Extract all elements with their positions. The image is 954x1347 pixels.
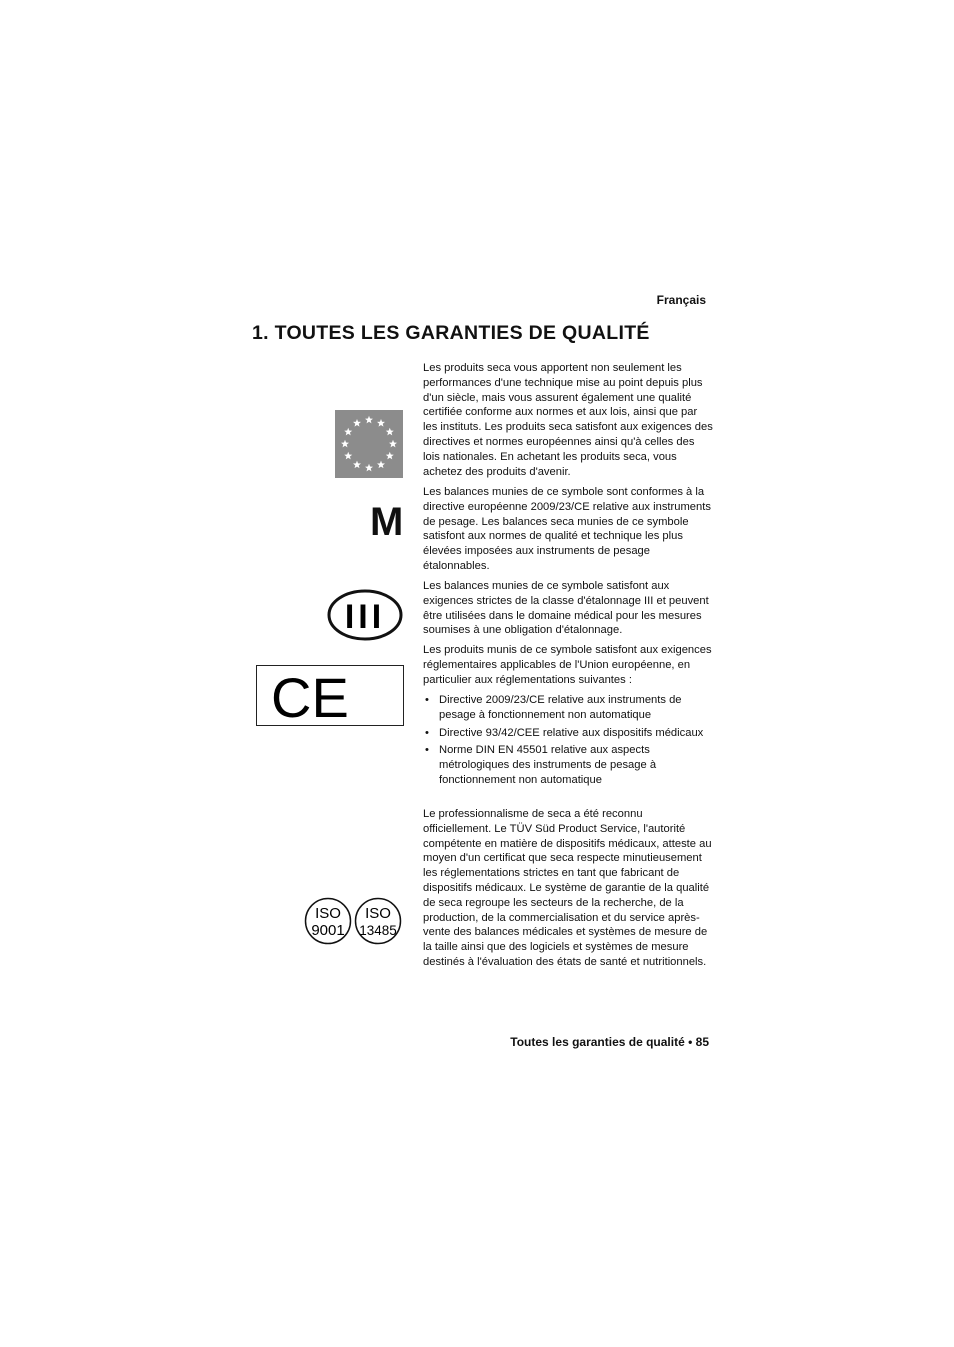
class-iii-text: Les balances munies de ce symbole satisfont aux exigences strictes de la classe d'étalonnage III et peuvent être utilisées dans le domaine médical pour les mesures soumises à une obligation d'étalonnage. <box>423 580 709 637</box>
star-icon <box>365 464 373 472</box>
ce-intro-paragraph <box>423 643 713 687</box>
iso1-bottom-text: 9001 <box>311 922 345 939</box>
ce-text: CE <box>271 666 349 725</box>
bullet: • <box>425 694 429 706</box>
star-icon <box>344 452 352 460</box>
iso1-top-text: ISO <box>315 905 341 922</box>
iso-9001-badge <box>304 897 352 945</box>
list-item-text: Directive 2009/23/CE relative aux instruments de pesage à fonctionnement non automatique <box>439 694 682 721</box>
star-icon <box>353 419 361 427</box>
eu-stars-emblem <box>335 410 403 478</box>
page-footer: Toutes les garanties de qualité • 85 <box>510 1035 709 1049</box>
list-item-text: Norme DIN EN 45501 relative aux aspects métrologiques des instruments de pesage à fonctionnement non automatique <box>439 744 657 786</box>
star-icon <box>386 452 394 460</box>
regulations-list <box>423 693 713 791</box>
star-icon <box>353 461 361 469</box>
bullet: • <box>425 726 429 739</box>
list-item <box>423 726 713 741</box>
iso-paragraph <box>423 807 713 970</box>
m-symbol-paragraph <box>423 485 713 574</box>
star-icon <box>365 416 373 424</box>
star-icon <box>377 419 385 427</box>
m-symbol-text: Les balances munies de ce symbole sont conformes à la directive européenne 2009/23/CE relative aux instruments de pesage. Les balances seca munies de ce symbole satisfont aux normes de qualité et technique les plus élevées imposées aux instruments de pesage étalonnables. <box>423 486 711 572</box>
star-icon <box>389 440 397 448</box>
iso2-top-text: ISO <box>365 905 391 922</box>
star-icon <box>344 428 352 436</box>
ce-mark <box>256 665 404 726</box>
star-icon <box>341 440 349 448</box>
stars-icon <box>335 410 403 478</box>
list-item-text: Directive 93/42/CEE relative aux dispositifs médicaux <box>439 726 704 739</box>
iso-text: Le professionnalisme de seca a été reconnu officiellement. Le TÜV Süd Product Service, l'autorité compétente en matière de dispositifs médicaux, atteste au moyen d'un certificat que seca respecte minutieusement les réglementations strictes en tant que fabricant de dispositifs médicaux. Le système de garantie de la qualité de seca regroupe les secteurs de la recherche, de la production, de la commercialisation et du service après-vente des balances médicales et systèmes de mesure de la taille ainsi que des logiciels et systèmes de mesure destinés à l'évaluation des états de santé et nutritionnels. <box>423 808 712 968</box>
intro-paragraph <box>423 361 713 479</box>
intro-text: Les produits seca vous apportent non seulement les performances d'une technique mise au point depuis plus d'un siècle, mais vous assurent également une qualité certifiée conforme aux normes et aux lois, ainsi que par les instituts. Les produits seca satisfont aux exigences des directives et normes européennes ainsi qu'à celles des lois nationales. En achetant les produits seca, vous achetez des produits d'avenir. <box>423 362 713 478</box>
page-title: 1. TOUTES LES GARANTIES DE QUALITÉ <box>252 322 650 344</box>
ce-intro-text: Les produits munis de ce symbole satisfont aux exigences réglementaires applicables de l'Union européenne, en particulier aux réglementations suivantes : <box>423 644 712 686</box>
accuracy-class-iii-mark <box>327 588 403 642</box>
iso2-bottom-text: 13485 <box>359 923 397 938</box>
list-item <box>423 743 713 787</box>
iso-13485-badge <box>354 897 402 945</box>
list-item <box>423 693 713 723</box>
bullet: • <box>425 744 429 757</box>
language-label: Français <box>656 293 706 307</box>
class-iii-paragraph <box>423 579 713 638</box>
metrology-m-mark: M <box>370 500 404 544</box>
iii-text: III <box>344 598 386 636</box>
star-icon <box>386 428 394 436</box>
star-icon <box>377 461 385 469</box>
